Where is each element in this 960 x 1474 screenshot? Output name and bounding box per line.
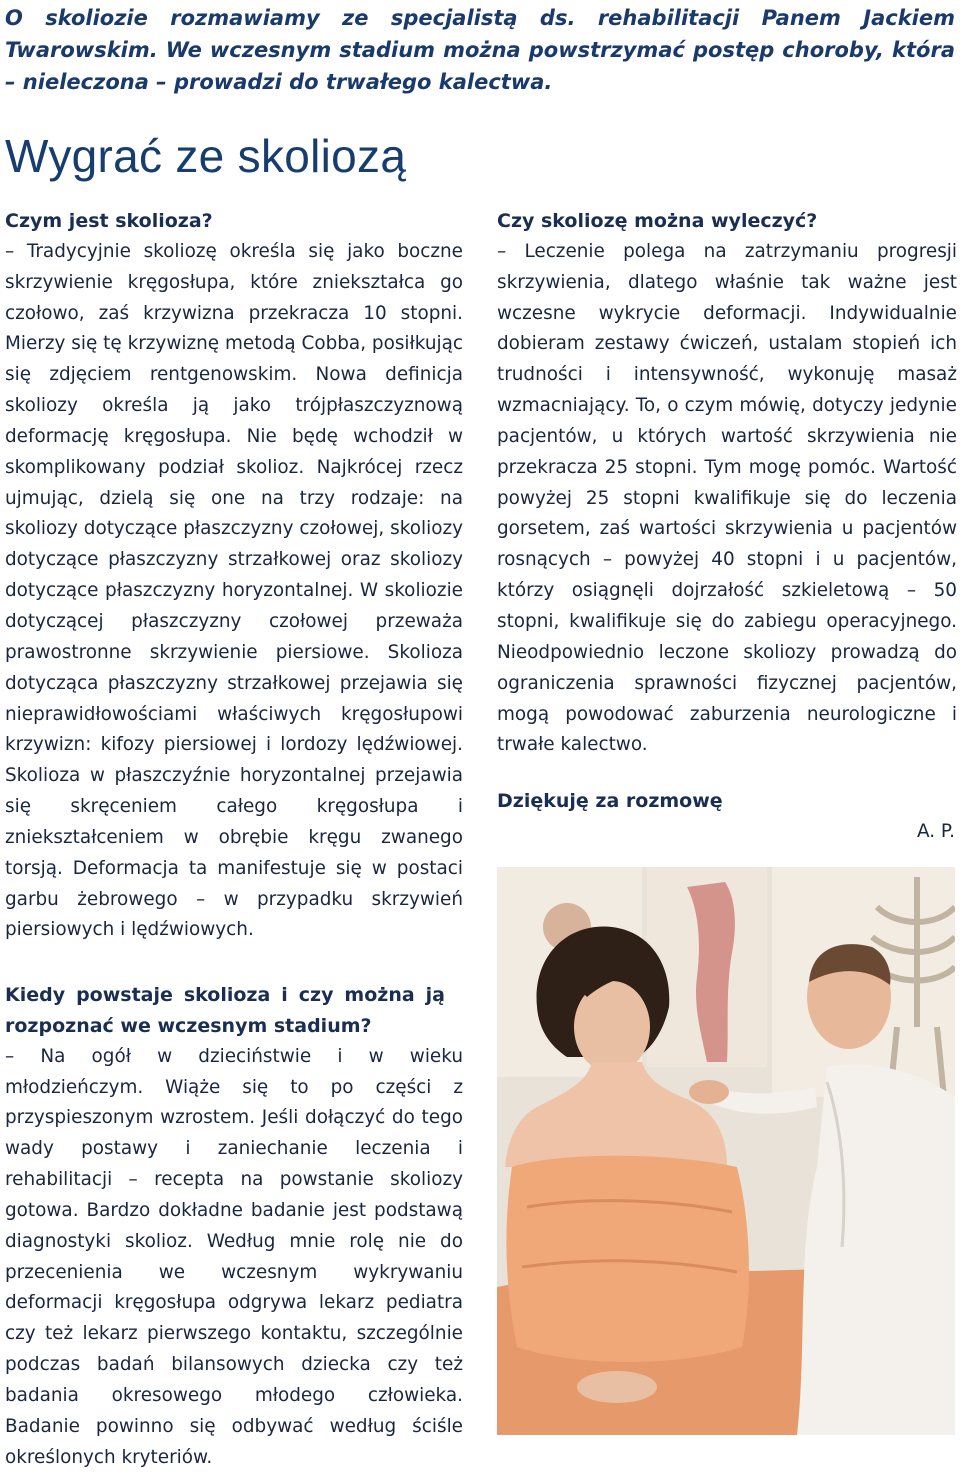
- section-heading: Czy skoliozę można wyleczyć?: [497, 210, 818, 232]
- section-when-it-develops: [5, 980, 463, 1474]
- section-can-it-be-cured: [497, 206, 957, 761]
- author-initials: A. P.: [916, 821, 955, 842]
- lead-paragraph: O skoliozie rozmawiamy ze specjalistą ds. rehabilitacji Panem Jackiem Twarowskim. We wczesnym stadium można powstrzymać postęp choroby, która – nieleczona – prowadzi do trwałego kalectwa.: [5, 6, 955, 94]
- section-heading: Czym jest skolioza?: [5, 210, 213, 232]
- therapy-photo: [497, 867, 955, 1435]
- section-heading: Kiedy powstaje skolioza i czy można ją rozpoznać we wczesnym stadium?: [5, 984, 445, 1037]
- section-body: – Na ogół w dzieciństwie i w wieku młodzieńczym. Wiąże się to po części z przyspieszonym wzrostem. Jeśli dołączyć do tego wady postawy i zaniechanie leczenia i rehabilitacji – recepta na powstanie skoliozy gotowa. Bardzo dokładne badanie jest podstawą diagnostyki skolioz. Według mnie rolę nie do przecenienia we wczesnym wykrywaniu deformacji kręgosłupa odgrywa lekarz pediatra czy też lekarz pierwszego kontaktu, szczególnie podczas badań bilansowych dziecka czy też badania okresowego młodego człowieka. Badanie powinno się odbywać według ściśle określonych kryteriów.: [5, 1045, 463, 1468]
- section-body: – Leczenie polega na zatrzymaniu progresji skrzywienia, dlatego właśnie tak ważne jest wczesne wykrycie deformacji. Indywidualnie dobieram zestawy ćwiczeń, ustalam stopień ich trudności i intensywność, wykonuję masaż wzmacniający. To, o czym mówię, dotyczy jedynie pacjentów, u których wartość skrzywienia nie przekracza 25 stopni. Tym mogę pomóc. Wartość powyżej 25 stopni kwalifikuje się do leczenia gorsetem, zaś wartości skrzywienia u pacjentów rosnących – powyżej 40 stopni i u pacjentów, którzy osiągnęli dojrzałość szkieletową – 50 stopni, kwalifikuje się do zabiegu operacyjnego. Nieodpowiednio leczone skoliozy prowadzą do ograniczenia sprawności fizycznej pacjentów, mogą powodować zaburzenia neurologiczne i trwałe kalectwo.: [497, 240, 957, 756]
- closing-line: Dziękuję za rozmowę: [497, 790, 723, 812]
- section-body: – Tradycyjnie skoliozę określa się jako boczne skrzywienie kręgosłupa, które zniekształca go czołowo, zaś krzywizna przekracza 10 stopni. Mierzy się tę krzywiznę metodą Cobba, posiłkując się zdjęciem rentgenowskim. Nowa definicja skoliozy określa ją jako trójpłaszczyznową deformację kręgosłupa. Nie będę wchodził w skomplikowany podział skolioz. Najkrócej rzecz ujmując, dzielą się one na trzy rodzaje: na skoliozy dotyczące płaszczyzny czołowej, skoliozy dotyczące płaszczyzny strzałkowej oraz skoliozy dotyczące płaszczyzny horyzontalnej. W skoliozie dotyczącej płaszczyzny czołowej przeważa prawostronne skrzywienie piersiowe. Skolioza dotycząca płaszczyzny strzałkowej przejawia się nieprawidłowościami właściwych kręgosłupowi krzywizn: kifozy piersiowej i lordozy lędźwiowej. Skolioza w płaszczyźnie horyzontalnej przejawia się skręceniem całego kręgosłupa i zniekształceniem w obrębie kręgu zwanego torsją. Deformacja ta manifestuje się w postaci garbu żebrowego – w przypadku skrzywień piersiowych i lędźwiowych.: [5, 240, 463, 941]
- section-what-is-scoliosis: [5, 206, 463, 946]
- article-title: Wygrać ze skoliozą: [5, 130, 407, 182]
